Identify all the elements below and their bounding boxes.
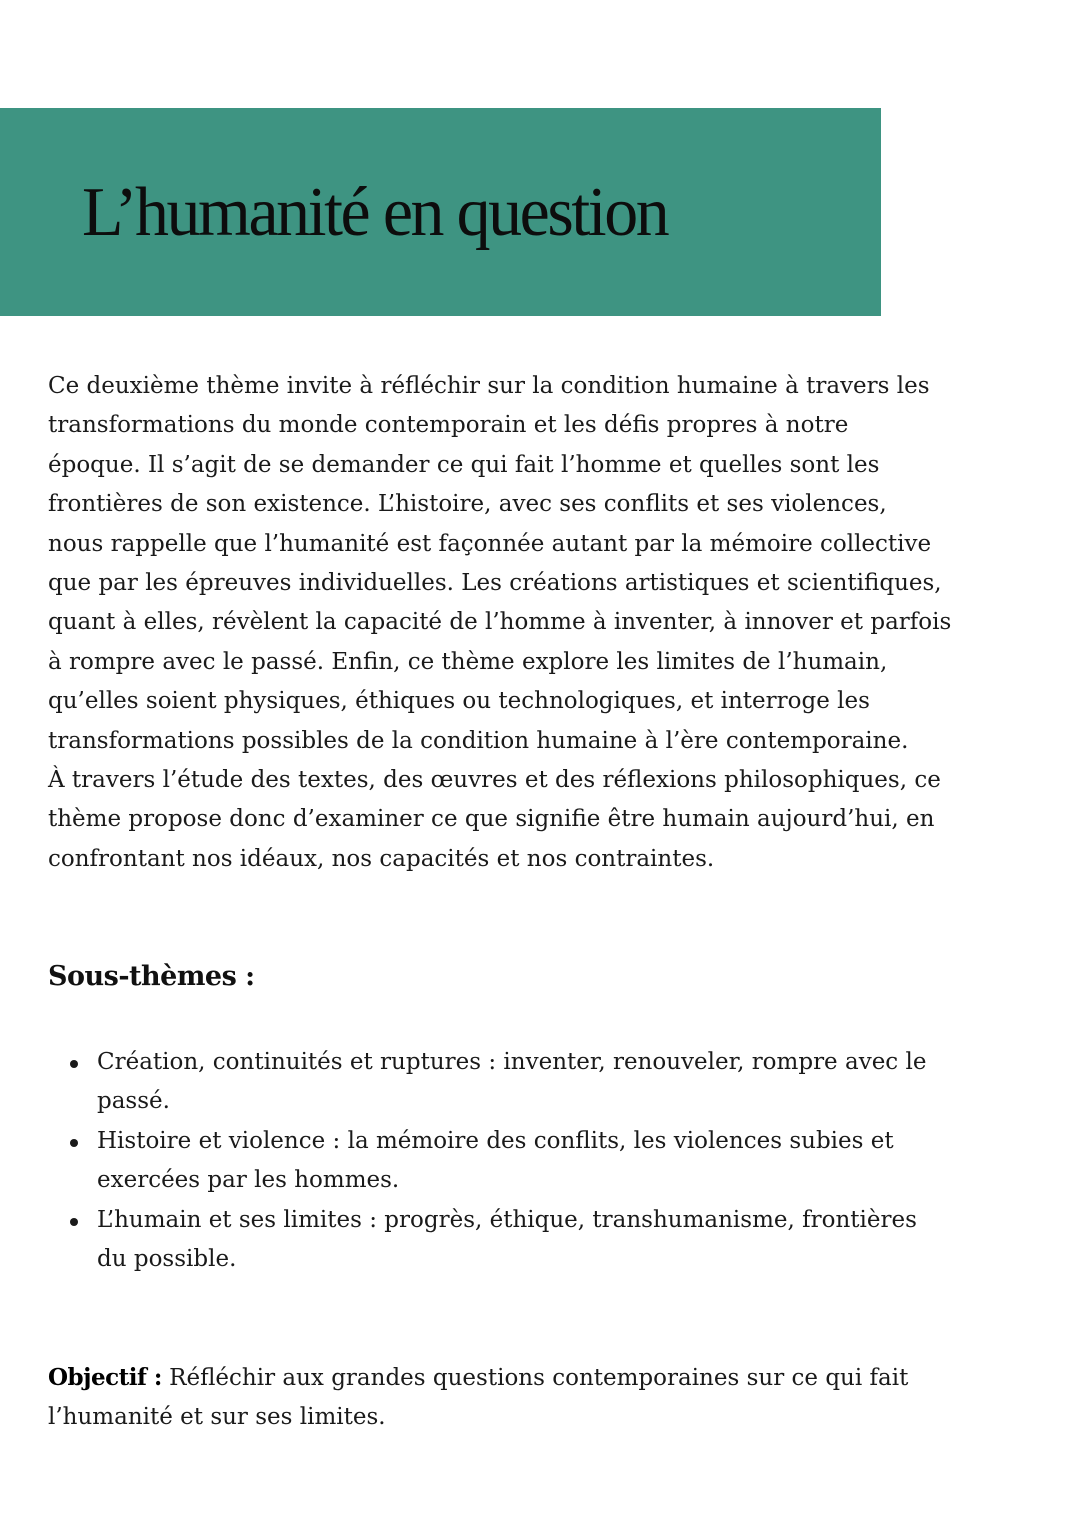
list-item-text: L’humain et ses limites : progrès, éthique, transhumanisme, frontières (97, 1206, 917, 1233)
bullet-icon (70, 1060, 78, 1068)
paragraph-line: époque. Il s’agit de se demander ce qui fait l’homme et quelles sont les (48, 451, 880, 478)
paragraph-line: confrontant nos idéaux, nos capacités et nos contraintes. (48, 845, 715, 872)
paragraph-line: frontières de son existence. L’histoire, avec ses conflits et ses violences, (48, 491, 887, 518)
subthemes-heading: Sous-thèmes : (48, 961, 255, 992)
objective-text: Réfléchir aux grandes questions contemporaines sur ce qui fait (161, 1365, 909, 1391)
list-item (0, 1122, 926, 1201)
list-item-text: Histoire et violence : la mémoire des conflits, les violences subies et (97, 1127, 894, 1154)
paragraph-line: transformations du monde contemporain et les défis propres à notre (48, 412, 849, 439)
paragraph-line: nous rappelle que l’humanité est façonnée autant par la mémoire collective (48, 530, 932, 557)
paragraph-line: à rompre avec le passé. Enfin, ce thème explore les limites de l’humain, (48, 648, 888, 675)
list-item (0, 1043, 926, 1122)
bullet-icon (70, 1139, 78, 1147)
list-item-text: du possible. (97, 1246, 237, 1273)
list-item-text: Création, continuités et ruptures : inventer, renouveler, rompre avec le (97, 1049, 927, 1075)
objective (48, 1358, 908, 1438)
objective-text: l’humanité et sur ses limites. (48, 1404, 386, 1431)
paragraph-line: quant à elles, révèlent la capacité de l’homme à inventer, à innover et parfois (48, 609, 952, 636)
objective-label: Objectif : (48, 1364, 162, 1391)
list-item (0, 1201, 926, 1280)
list-item-text: exercées par les hommes. (97, 1167, 400, 1194)
bullet-icon (70, 1218, 78, 1226)
paragraph-line: qu’elles soient physiques, éthiques ou technologiques, et interroge les (48, 688, 870, 715)
page-title: L’humanité en question (82, 174, 668, 251)
intro-paragraph (48, 367, 951, 879)
paragraph-line: que par les épreuves individuelles. Les créations artistiques et scientifiques, (48, 569, 942, 596)
paragraph-line: transformations possibles de la condition humaine à l’ère contemporaine. (48, 727, 909, 754)
paragraph-line: Ce deuxième thème invite à réfléchir sur la condition humaine à travers les (48, 373, 930, 399)
paragraph-line: À travers l’étude des textes, des œuvres et des réflexions philosophiques, ce (48, 766, 941, 793)
paragraph-line: thème propose donc d’examiner ce que signifie être humain aujourd’hui, en (48, 806, 935, 833)
list-item-text: passé. (97, 1088, 170, 1115)
subthemes-list (0, 1043, 926, 1279)
